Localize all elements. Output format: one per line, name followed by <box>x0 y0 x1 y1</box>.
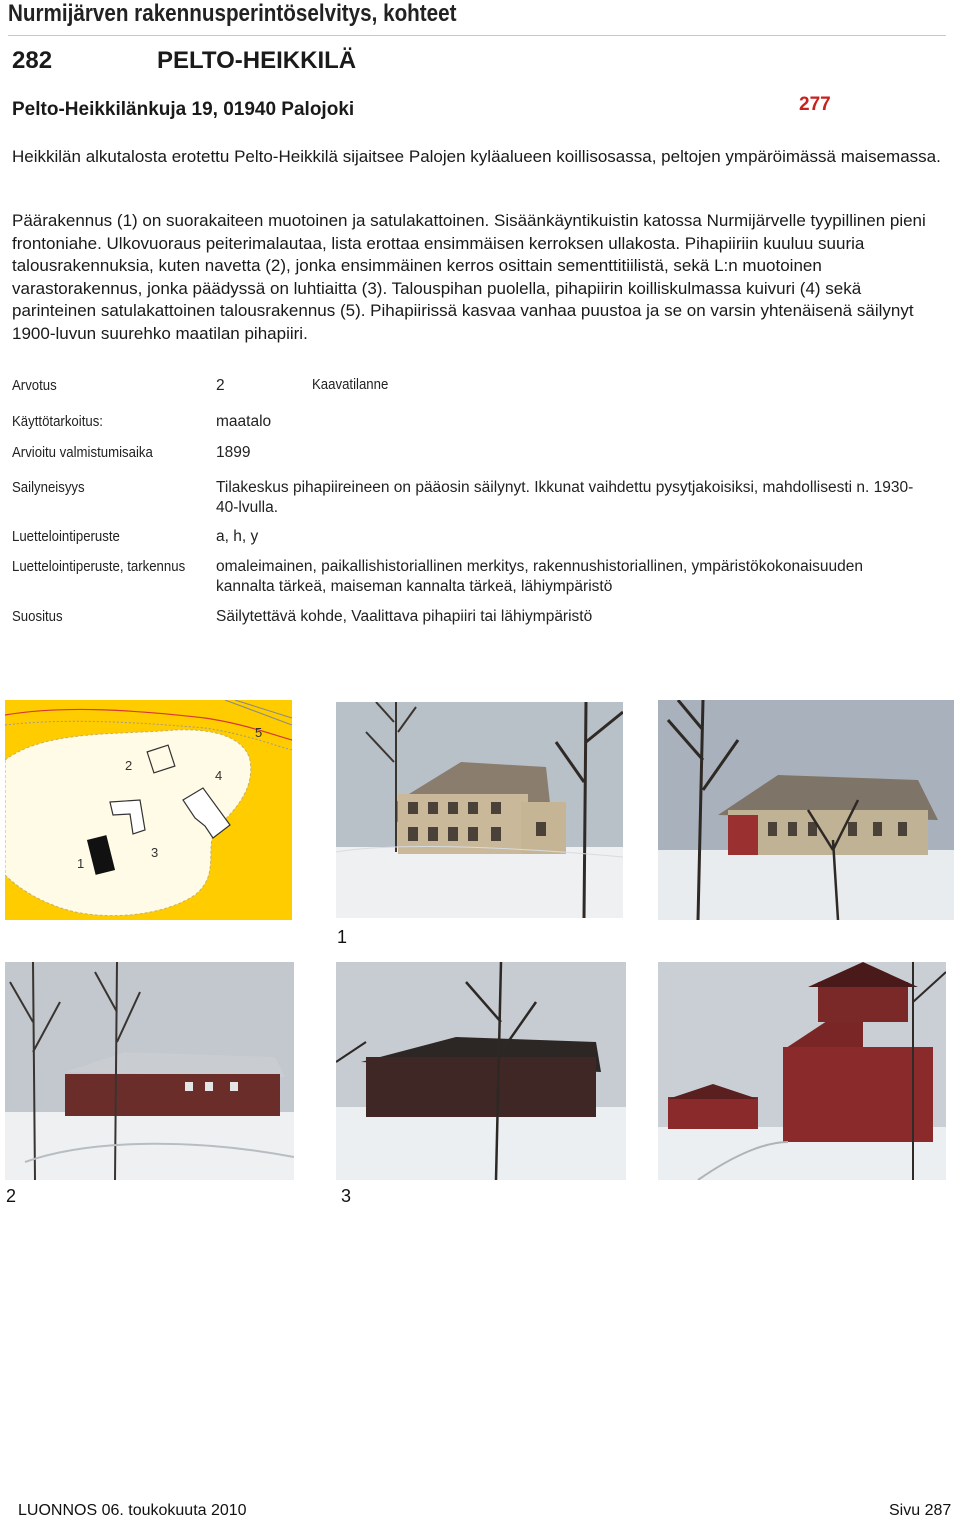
sailyneisyys-value: Tilakeskus pihapiireineen on pääosin säilynyt. Ikkunat vaihdettu pysytjakoisiksi, mahdollisesti n. 1930-40-lvulla. <box>216 479 914 516</box>
luettelointiperuste-label: Luettelointiperuste <box>12 528 120 545</box>
site-name: PELTO-HEIKKILÄ <box>157 47 357 74</box>
valmistumisaika-value: 1899 <box>216 444 251 461</box>
tarkennus-label: Luettelointiperuste, tarkennus <box>12 558 186 575</box>
map-label-3: 3 <box>151 845 159 860</box>
tarkennus-value: omaleimainen, paikallishistoriallinen merkitys, rakennushistoriallinen, ympäristökokonaisuuden kannalta tärkeä, maiseman kannalta tärkeä, lähiympäristö <box>216 558 864 595</box>
photo-grain-dryer <box>658 962 946 1180</box>
description-paragraph-2: Päärakennus (1) on suorakaiteen muotoinen ja satulakattoinen. Sisäänkäyntikuistin katossa Nurmijärvelle tyypillinen pieni frontoniahe. Ulkovuoraus peiterimalautaa, lista erottaa ensimmäisen kerroksen ullakosta. Pihapiiriin kuuluu suuria talousrakennuksia, kuten navetta (2), jonka ensimmäinen kerros osittain sementtitiilistä, sekä L:n muotoinen varastorakennus, jonka päädyssä on luhtiaitta (3). Talouspihan puolella, pihapiirin koilliskulmassa kuivuri (4) sekä parinteinen satulakattoinen talousrakennus (5). Pihapiirissä kasvaa vanhaa puustoa ja se on varsin yhtenäisenä säilynyt 1900-luvun suurehko maatilan pihapiiri. <box>12 211 926 343</box>
site-map <box>5 700 292 920</box>
photo-caption-1: 1 <box>337 927 348 947</box>
kayttotarkoitus-label: Käyttötarkoitus: <box>12 413 103 430</box>
photo-barn <box>5 962 294 1180</box>
site-address: Pelto-Heikkilänkuja 19, 01940 Palojoki <box>12 99 355 120</box>
footer-page-number: Sivu 287 <box>889 1502 952 1519</box>
kayttotarkoitus-value: maatalo <box>216 413 272 430</box>
photo-house-yard <box>658 700 954 920</box>
map-label-5: 5 <box>255 725 263 740</box>
photo-caption-3: 3 <box>341 1186 352 1206</box>
photo-main-house <box>336 702 623 918</box>
footer-draft-date: LUONNOS 06. toukokuuta 2010 <box>18 1502 247 1519</box>
arvotus-label: Arvotus <box>12 377 57 394</box>
photo-storehouse <box>336 962 626 1180</box>
valmistumisaika-label: Arvioitu valmistumisaika <box>12 444 153 461</box>
arvotus-value: 2 <box>216 377 225 394</box>
map-label-4: 4 <box>215 768 223 783</box>
site-number: 282 <box>12 47 53 74</box>
description-paragraph-1: Heikkilän alkutalosta erotettu Pelto-Heikkilä sijaitsee Palojen kyläalueen koillisosassa, peltojen ympäröimässä maisemassa. <box>12 147 941 166</box>
photo-caption-2: 2 <box>6 1186 17 1206</box>
luettelointiperuste-value: a, h, y <box>216 528 259 545</box>
suositus-label: Suositus <box>12 608 63 625</box>
suositus-value: Säilytettävä kohde, Vaalittava pihapiiri tai lähiympäristö <box>216 608 593 625</box>
document-title: Nurmijärven rakennusperintöselvitys, kohteet <box>8 0 457 27</box>
map-label-1: 1 <box>77 856 85 871</box>
kaavatilanne-label: Kaavatilanne <box>312 376 389 393</box>
header-divider <box>8 35 946 36</box>
page-reference: 277 <box>799 94 831 115</box>
map-label-2: 2 <box>125 758 133 773</box>
sailyneisyys-label: Sailyneisyys <box>12 479 85 496</box>
